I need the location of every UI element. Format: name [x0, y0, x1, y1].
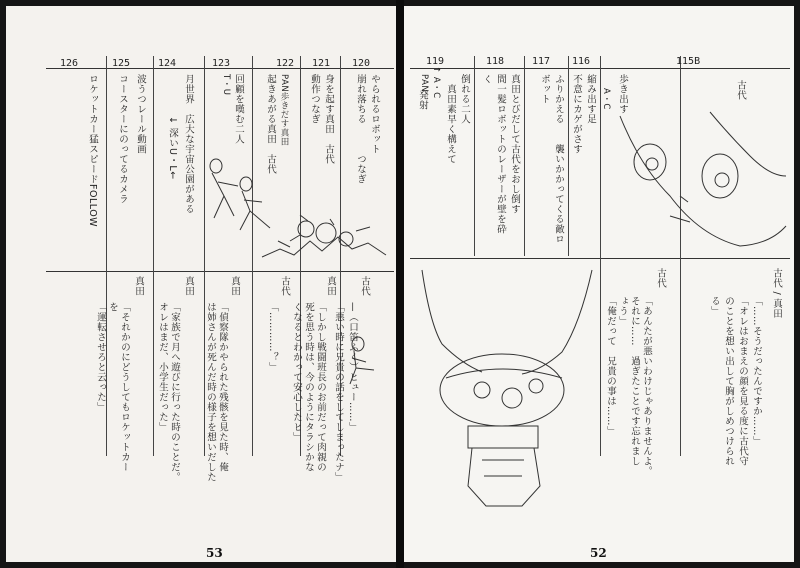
column-divider: [106, 56, 107, 456]
scene-number: 124: [158, 58, 177, 69]
dialogue-line: は姉さんが死んだ時の様子を想いだした: [205, 302, 216, 482]
section-rule: [46, 271, 394, 272]
dialogue-line: 死を思う時は、今のようにタラシかな: [303, 302, 314, 472]
camera-note: A・C: [601, 88, 611, 110]
dialogue-line: オレはまだ、小学生だった」: [157, 302, 168, 432]
column-divider: [524, 56, 525, 256]
scene-number: 118: [486, 56, 505, 67]
dialogue-line: 「…………？」: [267, 302, 278, 372]
scene-number: 122: [276, 58, 295, 69]
picture-note: ボット: [539, 74, 550, 104]
dialogue-line: ょう」: [617, 296, 628, 326]
picture-note: 崩れ落ちる つなぎ: [355, 74, 366, 184]
dialogue-line: それに…… 過ぎたことです忘れまし: [629, 296, 640, 466]
picture-note: T・U: [221, 74, 231, 96]
kodai-face-closeup-sketch: [610, 106, 788, 256]
dialogue-line: 「あんたが悪いわけじゃありませんよ。: [641, 296, 652, 476]
camera-note: ↑ A・C: [431, 66, 441, 99]
picture-note: 起きあがる真田 古代: [265, 74, 276, 174]
dialogue-line: くなるとわかって安心したヒ」: [291, 302, 302, 442]
picture-note: 真田とびだして古代をおし倒す: [509, 74, 520, 214]
speaker-name: 真田: [133, 276, 144, 296]
picture-note: 動作つなぎ: [309, 74, 320, 124]
dialogue-line: 「偵察隊かやられた残骸を見た時、俺: [217, 302, 228, 472]
picture-note: コースターにのってるカメラ: [117, 74, 128, 204]
left-page: [6, 6, 396, 562]
speaker-name: 古代: [655, 268, 666, 288]
column-divider: [474, 56, 475, 256]
picture-note: ロケットカー猛スピードFOLLOW: [87, 74, 98, 228]
picture-note: やられるロボット: [369, 74, 380, 154]
dialogue-line: 「オレはおまえの顔を見る度に古代守: [737, 296, 748, 466]
picture-note: 月世界 広大な宇宙公園がある: [183, 74, 194, 214]
picture-note: ↓ 深いU・L←: [167, 116, 178, 180]
picture-note: 間一髪ロボットのレーザーが壁を砕: [495, 74, 506, 234]
dialogue-line: 「運転させろと云った」: [95, 302, 106, 412]
speaker-name: 真田: [183, 276, 194, 296]
scene-number: 125: [112, 58, 131, 69]
picture-note: 身を起す真田 古代: [323, 74, 334, 164]
speaker-name: 真田: [229, 276, 240, 296]
dialogue-line: を: [107, 302, 118, 312]
column-divider: [153, 56, 154, 456]
speaker-name: 古代 / 真田: [771, 268, 782, 319]
dialogue-line: 「……そうだったんですか……」: [751, 296, 762, 446]
column-divider: [252, 56, 253, 456]
speaker-name: 真田: [325, 276, 336, 296]
dialogue-line: 「しかし戦闘班長のお前だって肉親の: [315, 302, 326, 472]
speaker-name: 古代: [279, 276, 290, 296]
scene-number: 123: [212, 58, 231, 69]
picture-note: く: [481, 74, 492, 84]
scene-number: 119: [426, 56, 445, 67]
picture-note: 波うつレール動画: [135, 74, 146, 154]
scene-number: 126: [60, 58, 79, 69]
page-number: 52: [590, 546, 607, 560]
dialogue-line: 「それかのにどうしてもロケットカー: [119, 302, 130, 472]
scene-number: 115B: [676, 56, 701, 67]
picture-note: 不意にカゲがさす: [571, 74, 582, 154]
dialogue-line: のことを想い出して胸がしめつけられ: [723, 296, 734, 466]
dialogue-line: 「家族で月へ遊びに行った時のことだ。: [169, 302, 180, 482]
right-page: [404, 6, 794, 562]
giant-robot-sketch: [412, 264, 598, 514]
picture-note: 回顧を嘆む二人: [233, 74, 244, 144]
picture-note: PAN歩きだす真田: [279, 74, 289, 147]
scene-number: 121: [312, 58, 331, 69]
picture-note: 古代: [735, 80, 746, 100]
scene-number: 117: [532, 56, 551, 67]
picture-note: 真田素早く構えて: [445, 74, 456, 164]
book-gutter: [396, 0, 404, 568]
scene-number: 120: [352, 58, 371, 69]
picture-note: ふりかえる 襲いかかってくる敵ロ: [553, 74, 564, 244]
speaker-name: 古代: [359, 276, 370, 296]
seated-figure-sketch: [344, 336, 380, 386]
dialogue-line: 「俺だって 兄貴の事は……」: [605, 296, 616, 436]
column-divider: [568, 56, 569, 256]
dialogue-line: 「悪い時に兄貴の話をしてしまったナ」: [333, 302, 344, 482]
dialogue-line: —（口笛ふく）ヒュー……」: [347, 302, 358, 432]
scene-number: 116: [572, 56, 591, 67]
camera-note: PAN: [419, 74, 429, 93]
dialogue-line: る」: [709, 296, 720, 316]
robot-wreckage-sketch: [260, 211, 390, 263]
column-divider: [600, 56, 601, 456]
picture-note: 縮み出す足: [585, 74, 596, 124]
page-number: 53: [206, 546, 223, 560]
picture-note: 倒れる二人: [459, 74, 470, 124]
picture-note: 発射: [417, 90, 428, 110]
picture-note: 歩き出す: [617, 74, 628, 114]
